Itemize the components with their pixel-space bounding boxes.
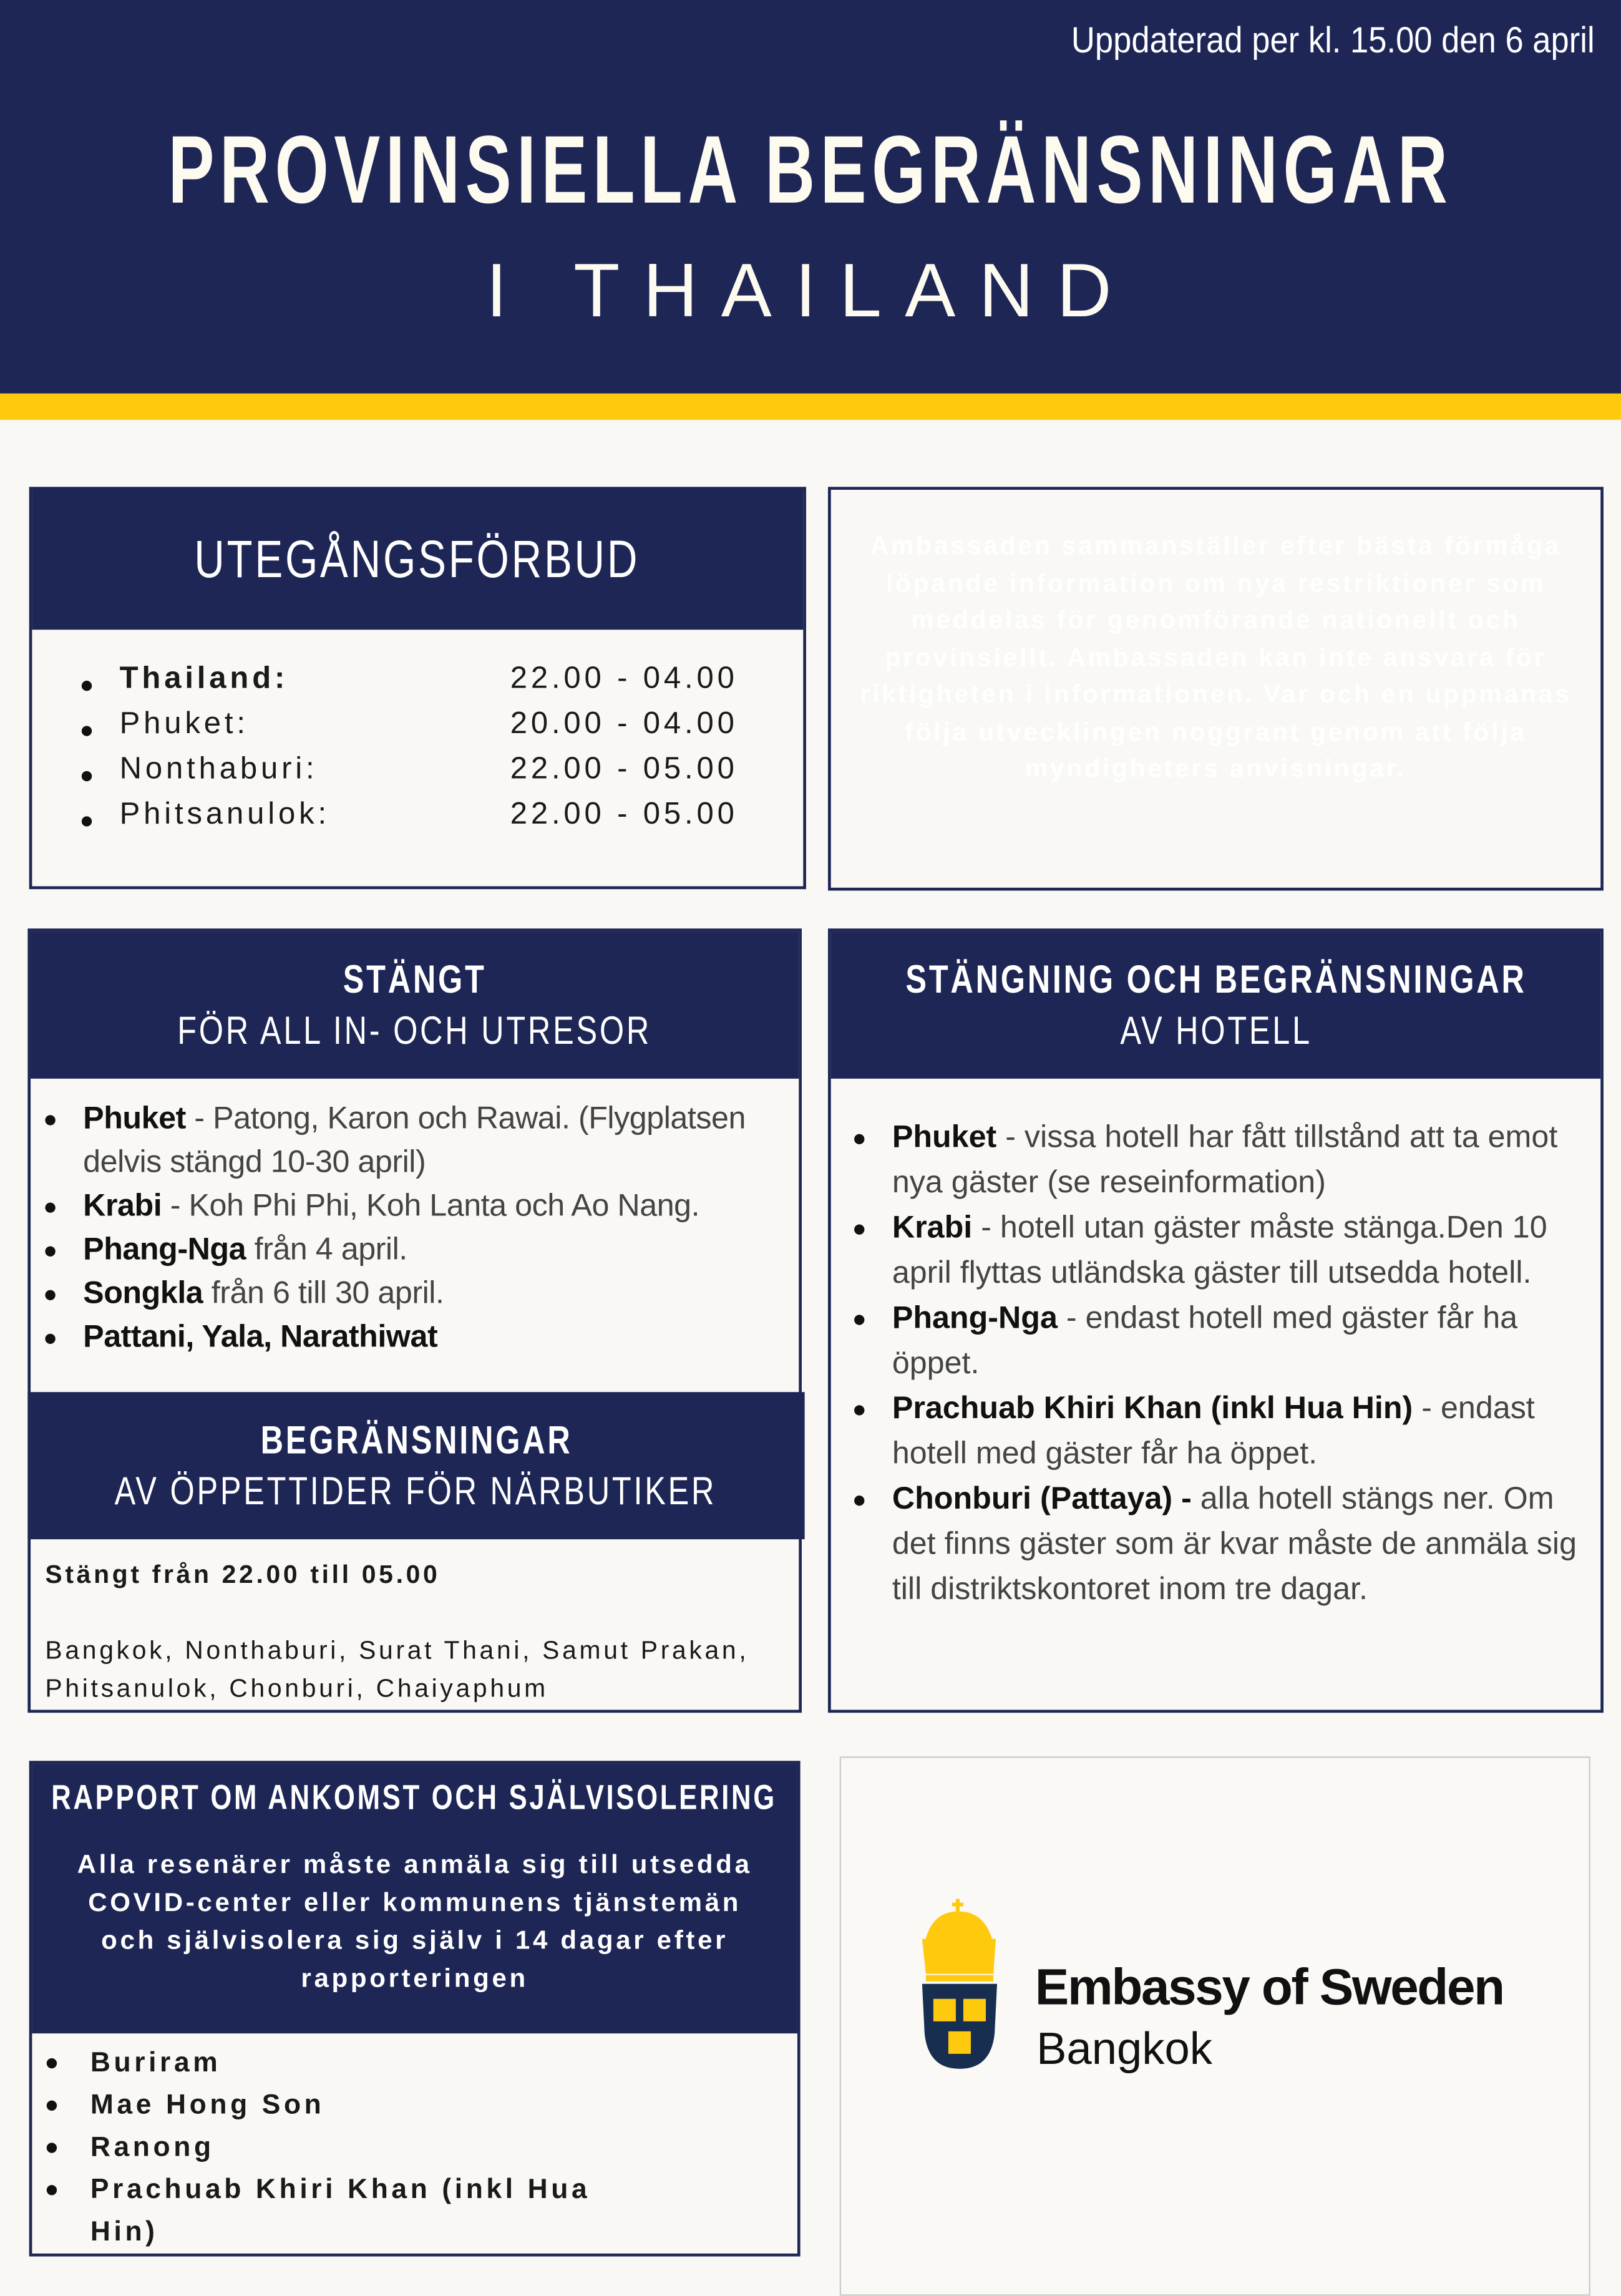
report-title: RAPPORT OM ANKOMST OCH SJÄLVISOLERING <box>52 1778 778 1818</box>
swedish-coat-of-arms-icon <box>911 1897 1013 2071</box>
hotel-detail: - endast hotell med gäster får ha öppet. <box>892 1390 1535 1471</box>
curfew-time: 22.00 - 04.00 <box>510 661 738 696</box>
yellow-stripe <box>0 394 1621 420</box>
page-title-text: PROVINSIELLA BEGRÄNSNINGAR <box>168 115 1453 223</box>
page-title <box>0 114 1621 225</box>
closed-title: STÄNGT <box>343 957 487 1002</box>
curfew-province: Phitsanulok: <box>119 797 330 831</box>
hotel-province: Krabi <box>892 1210 973 1245</box>
curfew-box <box>29 487 806 889</box>
hotel-province: Phuket <box>892 1119 997 1155</box>
stores-subtitle: AV ÖPPETTIDER FÖR NÄRBUTIKER <box>115 1469 718 1514</box>
hotel-province: Prachuab Khiri Khan (inkl Hua Hin) <box>892 1390 1413 1426</box>
closed-detail: från 4 april. <box>246 1232 407 1267</box>
closed-item <box>31 1184 787 1227</box>
curfew-time: 22.00 - 05.00 <box>510 752 738 786</box>
disclaimer-box <box>828 487 1604 890</box>
hotel-item <box>840 1386 1586 1477</box>
curfew-province: Thailand: <box>119 661 289 696</box>
hotels-box <box>828 928 1604 1713</box>
embassy-name: Embassy of Sweden <box>1034 1958 1504 2016</box>
report-text: Alla resenärer måste anmäla sig till utsedda COVID-center eller kommunens tjänstemän och självisolera sig själv i 14 dagar efter rapporteringen <box>77 1849 752 1993</box>
hotel-item <box>840 1477 1586 1612</box>
curfew-title-text: UTEGÅNGSFÖRBUD <box>195 529 641 589</box>
report-item: Ranong <box>32 2127 644 2169</box>
closed-item <box>31 1271 787 1315</box>
closed-province: Pattani, Yala, Narathiwat <box>83 1319 438 1355</box>
closed-header <box>31 932 799 1079</box>
curfew-province: Phuket: <box>119 707 249 741</box>
closed-detail: - Patong, Karon och Rawai. (Flygplatsen delvis stängd 10-30 april) <box>83 1100 746 1180</box>
embassy-city: Bangkok <box>1036 2023 1212 2075</box>
closed-item <box>31 1096 787 1184</box>
closed-province: Songkla <box>83 1275 203 1311</box>
curfew-item <box>67 752 803 797</box>
hotel-province: Chonburi (Pattaya) - <box>892 1481 1192 1516</box>
closed-detail: från 6 till 30 april. <box>203 1275 444 1311</box>
hotel-detail: - vissa hotell har fått tillstånd att ta emot nya gäster (se reseinformation) <box>892 1119 1558 1200</box>
closed-province: Phang-Nga <box>83 1232 246 1267</box>
hotel-item <box>840 1115 1586 1205</box>
header-banner <box>0 0 1621 394</box>
hotels-title: STÄNGNING OCH BEGRÄNSNINGAR <box>905 957 1527 1002</box>
closed-subtitle: FÖR ALL IN- OCH UTRESOR <box>177 1008 652 1053</box>
curfew-time: 22.00 - 05.00 <box>510 797 738 831</box>
report-item: Prachuab Khiri Khan (inkl Hua Hin) <box>32 2169 644 2254</box>
report-item: Mae Hong Son <box>32 2084 644 2127</box>
hotel-item <box>840 1205 1586 1296</box>
hotel-detail: - endast hotell med gäster får ha öppet. <box>892 1300 1518 1381</box>
stores-title: BEGRÄNSNINGAR <box>260 1418 572 1462</box>
closed-item <box>31 1227 787 1271</box>
report-header <box>32 1764 797 2033</box>
stores-hours: Stängt från 22.00 till 05.00 <box>45 1559 441 1589</box>
curfew-title <box>32 490 803 630</box>
stores-header <box>27 1392 804 1539</box>
report-item: Buriram <box>32 2042 644 2084</box>
hotel-province: Phang-Nga <box>892 1300 1058 1336</box>
closed-detail: - Koh Phi Phi, Koh Lanta och Ao Nang. <box>162 1188 700 1223</box>
page-subtitle: I THAILAND <box>486 249 1135 334</box>
updated-timestamp: Uppdaterad per kl. 15.00 den 6 april <box>1071 20 1595 62</box>
embassy-logo-box <box>840 1756 1590 2295</box>
curfew-item <box>67 662 803 707</box>
curfew-province: Nonthaburi: <box>119 752 318 786</box>
hotels-header <box>831 932 1601 1079</box>
disclaimer-text: Ambassaden sammanställer efter bästa förmåga löpande information om nya restriktioner som meddelas för genomförande nationellt och provinsiellt. Ambassaden kan inte ansvara för riktigheten i informationen. Var och en uppmanas följa utvecklingen noggrant genom att följa myndigheters anvisningar. <box>860 530 1572 783</box>
hotel-item <box>840 1296 1586 1386</box>
hotel-detail: - hotell utan gäster måste stänga.Den 10 april flyttas utländska gäster till utsedda hotell. <box>892 1210 1547 1290</box>
closed-province: Krabi <box>83 1188 162 1223</box>
report-box <box>29 1761 801 2256</box>
closed-box <box>27 928 802 1713</box>
curfew-time: 20.00 - 04.00 <box>510 707 738 741</box>
hotels-subtitle: AV HOTELL <box>1119 1008 1312 1053</box>
hotel-detail: alla hotell stängs ner. Om det finns gäster som är kvar måste de anmäla sig till distriktskontoret inom tre dagar. <box>892 1481 1577 1607</box>
stores-provinces: Bangkok, Nonthaburi, Surat Thani, Samut Prakan, Phitsanulok, Chonburi, Chaiyaphum <box>45 1635 749 1703</box>
curfew-item <box>67 797 803 842</box>
curfew-item <box>67 707 803 752</box>
closed-item <box>31 1315 787 1358</box>
closed-province: Phuket <box>83 1100 186 1136</box>
